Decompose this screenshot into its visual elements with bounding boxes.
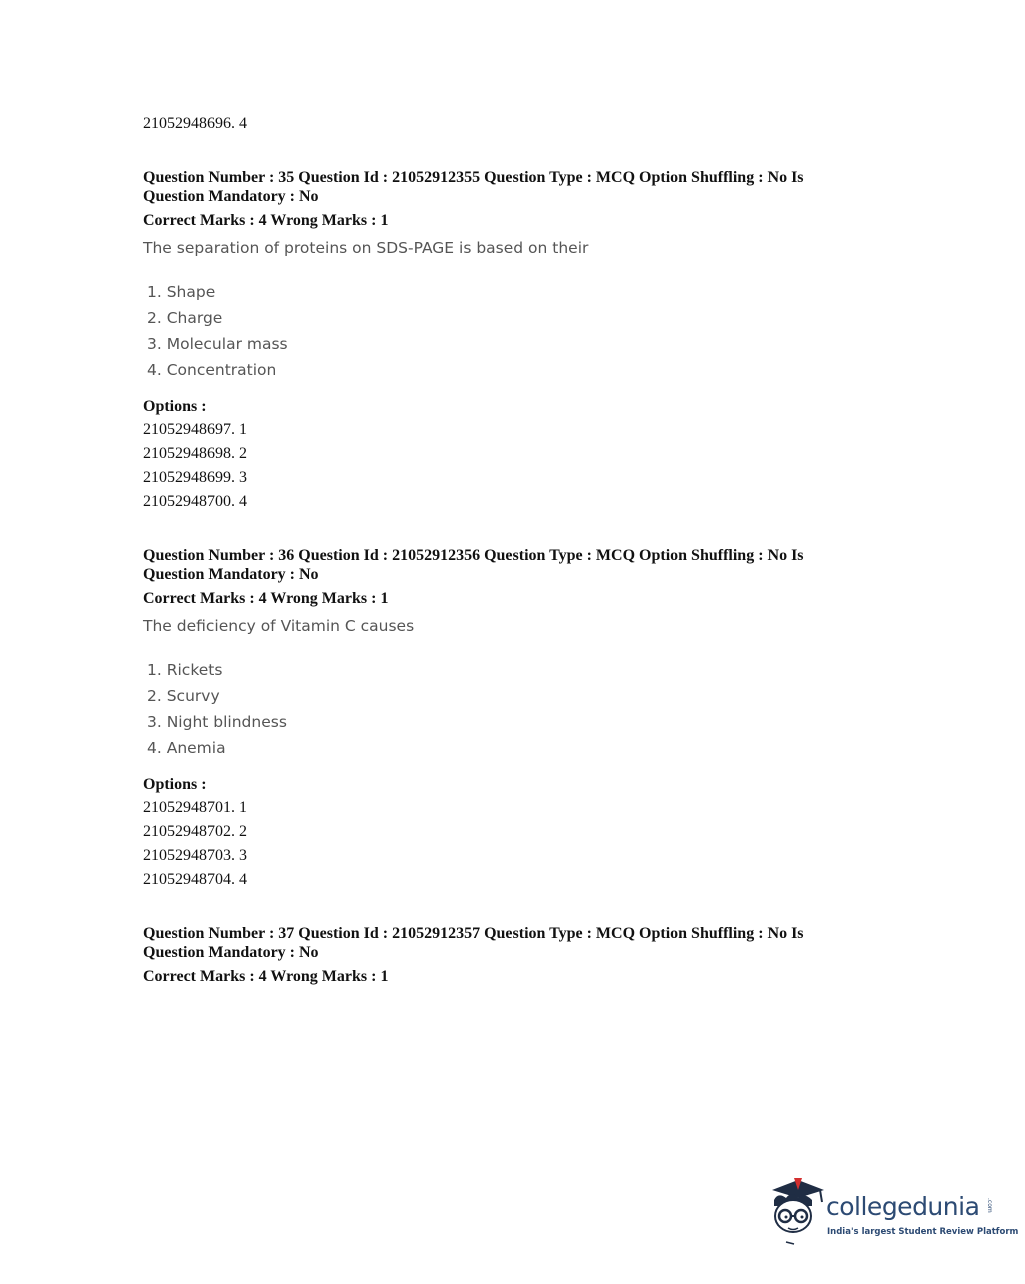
choice-item: 3. Night blindness [147, 713, 287, 731]
question-text: The deficiency of Vitamin C causes [143, 617, 415, 635]
question-marks: Correct Marks : 4 Wrong Marks : 1 [143, 212, 389, 229]
question-header-cont: Question Mandatory : No [143, 566, 319, 583]
collegedunia-logo [764, 1176, 1019, 1246]
question-text: The separation of proteins on SDS-PAGE is based on their [143, 239, 589, 257]
question-header: Question Number : 37 Question Id : 21052912357 Question Type : MCQ Option Shuffling : No Is [143, 925, 804, 942]
option-id: 21052948702. 2 [143, 823, 247, 840]
option-id: 21052948700. 4 [143, 493, 247, 510]
collegedunia-mascot-icon [764, 1176, 828, 1246]
choice-item: 2. Charge [147, 309, 223, 327]
option-id: 21052948699. 3 [143, 469, 247, 486]
option-id: 21052948698. 2 [143, 445, 247, 462]
logo-wordmark: collegedunia [826, 1192, 980, 1221]
question-header: Question Number : 35 Question Id : 21052912355 Question Type : MCQ Option Shuffling : No Is [143, 169, 804, 186]
question-header-cont: Question Mandatory : No [143, 944, 319, 961]
question-header: Question Number : 36 Question Id : 21052912356 Question Type : MCQ Option Shuffling : No Is [143, 547, 804, 564]
logo-domain: .com [986, 1198, 993, 1213]
previous-option: 21052948696. 4 [143, 115, 247, 132]
question-marks: Correct Marks : 4 Wrong Marks : 1 [143, 590, 389, 607]
option-id: 21052948703. 3 [143, 847, 247, 864]
question-header-cont: Question Mandatory : No [143, 188, 319, 205]
option-id: 21052948697. 1 [143, 421, 247, 438]
choice-item: 1. Shape [147, 283, 216, 301]
options-label: Options : [143, 776, 207, 793]
choice-item: 4. Concentration [147, 361, 277, 379]
option-id: 21052948704. 4 [143, 871, 247, 888]
choice-item: 3. Molecular mass [147, 335, 288, 353]
choice-item: 2. Scurvy [147, 687, 220, 705]
choice-item: 4. Anemia [147, 739, 226, 757]
question-marks: Correct Marks : 4 Wrong Marks : 1 [143, 968, 389, 985]
choice-item: 1. Rickets [147, 661, 223, 679]
logo-tagline: India's largest Student Review Platform [827, 1227, 1019, 1237]
option-id: 21052948701. 1 [143, 799, 247, 816]
options-label: Options : [143, 398, 207, 415]
